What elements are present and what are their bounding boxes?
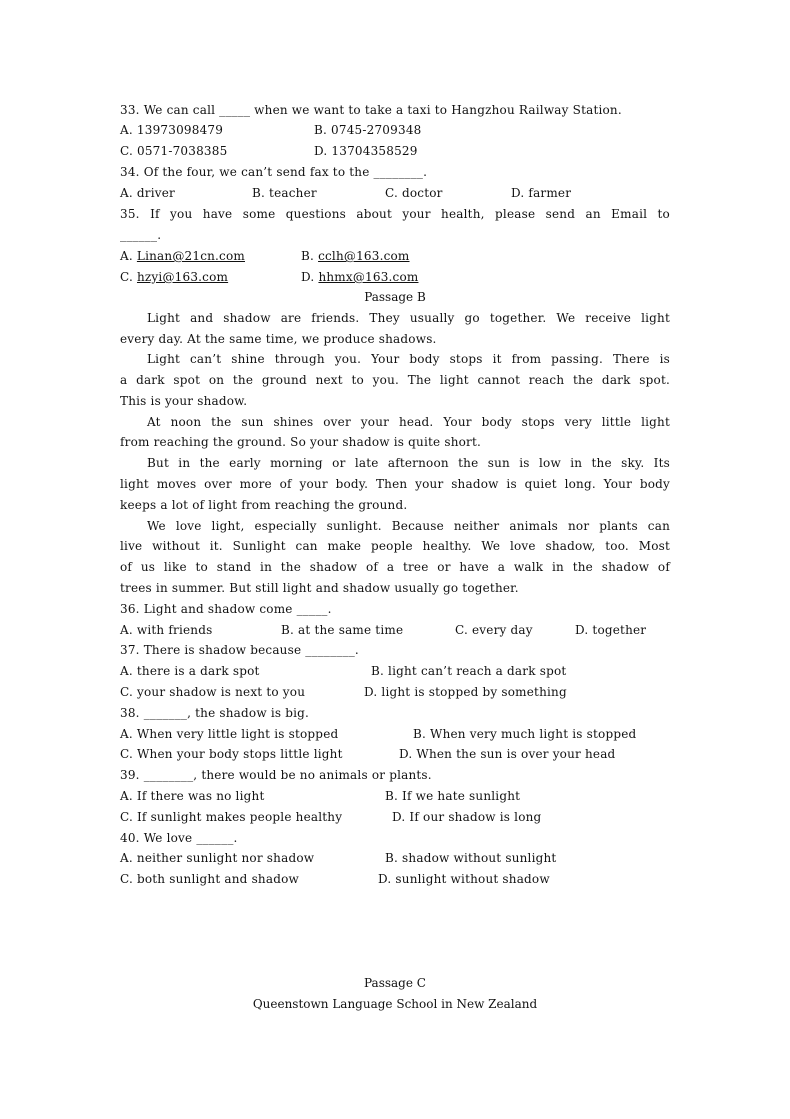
q35-option-b: B. cclh@163.com (301, 249, 410, 263)
q34-option-c: C. doctor (385, 186, 443, 200)
passage-b-p5-l3: of us like to stand in the shadow of a tree or have a walk in the shadow of (120, 560, 670, 574)
passage-b-p4-l2: light moves over more of your body. Then your shadow is quiet long. Your body (120, 477, 670, 491)
q37-option-b: B. light can’t reach a dark spot (371, 664, 567, 678)
passage-b-p2-l3: This is your shadow. (120, 394, 248, 408)
q38-stem: 38. _______, the shadow is big. (120, 706, 310, 720)
email-link-d[interactable]: hhmx@163.com (318, 270, 419, 284)
q39-option-a: A. If there was no light (120, 789, 265, 803)
q36-option-a: A. with friends (120, 623, 213, 637)
q37-option-a: A. there is a dark spot (120, 664, 260, 678)
passage-b-p3-l1: At noon the sun shines over your head. Your body stops very little light (147, 415, 670, 429)
passage-b-p5-l2: live without it. Sunlight can make people healthy. We love shadow, too. Most (120, 539, 670, 553)
q38-option-d: D. When the sun is over your head (399, 747, 616, 761)
q35-stem-line2: ______. (120, 228, 162, 242)
passage-b-p5-l1: We love light, especially sunlight. Because neither animals nor plants can (147, 519, 670, 533)
q40-option-a: A. neither sunlight nor shadow (120, 851, 315, 865)
q39-option-b: B. If we hate sunlight (385, 789, 521, 803)
q39-option-d: D. If our shadow is long (392, 810, 542, 824)
email-link-b[interactable]: cclh@163.com (318, 249, 410, 263)
q38-option-b: B. When very much light is stopped (413, 727, 637, 741)
q35-option-d: D. hhmx@163.com (301, 270, 419, 284)
passage-b-p2-l2: a dark spot on the ground next to you. The light cannot reach the dark spot. (120, 373, 670, 387)
q40-stem: 40. We love ______. (120, 831, 238, 845)
q39-option-c: C. If sunlight makes people healthy (120, 810, 343, 824)
q33-stem: 33. We can call _____ when we want to take a taxi to Hangzhou Railway Station. (120, 103, 622, 117)
q33-option-c: C. 0571-7038385 (120, 144, 228, 158)
q38-option-a: A. When very little light is stopped (120, 727, 339, 741)
passage-b-p5-l4: trees in summer. But still light and shadow usually go together. (120, 581, 519, 595)
q34-option-b: B. teacher (252, 186, 317, 200)
passage-b-p1-l1: Light and shadow are friends. They usually go together. We receive light (147, 311, 670, 325)
passage-b-p1-l2: every day. At the same time, we produce shadows. (120, 332, 437, 346)
q34-option-d: D. farmer (511, 186, 572, 200)
q37-option-c: C. your shadow is next to you (120, 685, 306, 699)
passage-b-p4-l3: keeps a lot of light from reaching the ground. (120, 498, 408, 512)
q36-stem: 36. Light and shadow come _____. (120, 602, 332, 616)
email-link-c[interactable]: hzyi@163.com (136, 270, 229, 284)
q38-option-c: C. When your body stops little light (120, 747, 343, 761)
q37-stem: 37. There is shadow because ________. (120, 643, 359, 657)
q39-stem: 39. ________, there would be no animals or plants. (120, 768, 432, 782)
q36-option-d: D. together (575, 623, 647, 637)
passage-b-title: Passage B (364, 290, 426, 304)
passage-b-p4-l1: But in the early morning or late afternoon the sun is low in the sky. Its (147, 456, 670, 470)
q35-option-a: A. Linan@21cn.com (120, 249, 245, 263)
q40-option-d: D. sunlight without shadow (378, 872, 550, 886)
q40-option-c: C. both sunlight and shadow (120, 872, 299, 886)
passage-c-title: Passage C (364, 976, 426, 990)
passage-b-p2-l1: Light can’t shine through you. Your body stops it from passing. There is (147, 352, 670, 366)
q36-option-c: C. every day (455, 623, 533, 637)
q35-option-c: C. hzyi@163.com (120, 270, 229, 284)
q34-option-a: A. driver (120, 186, 175, 200)
passage-b-p3-l2: from reaching the ground. So your shadow is quite short. (120, 435, 482, 449)
q35-stem-line1: 35. If you have some questions about your health, please send an Email to (120, 207, 670, 221)
q37-option-d: D. light is stopped by something (364, 685, 567, 699)
q33-option-d: D. 13704358529 (314, 144, 418, 158)
q33-option-b: B. 0745-2709348 (314, 123, 422, 137)
passage-c-subtitle: Queenstown Language School in New Zealand (252, 997, 538, 1011)
q36-option-b: B. at the same time (281, 623, 404, 637)
email-link-a[interactable]: Linan@21cn.com (136, 249, 245, 263)
q40-option-b: B. shadow without sunlight (385, 851, 557, 865)
q33-option-a: A. 13973098479 (120, 123, 224, 137)
q34-stem: 34. Of the four, we can’t send fax to the ________. (120, 165, 428, 179)
